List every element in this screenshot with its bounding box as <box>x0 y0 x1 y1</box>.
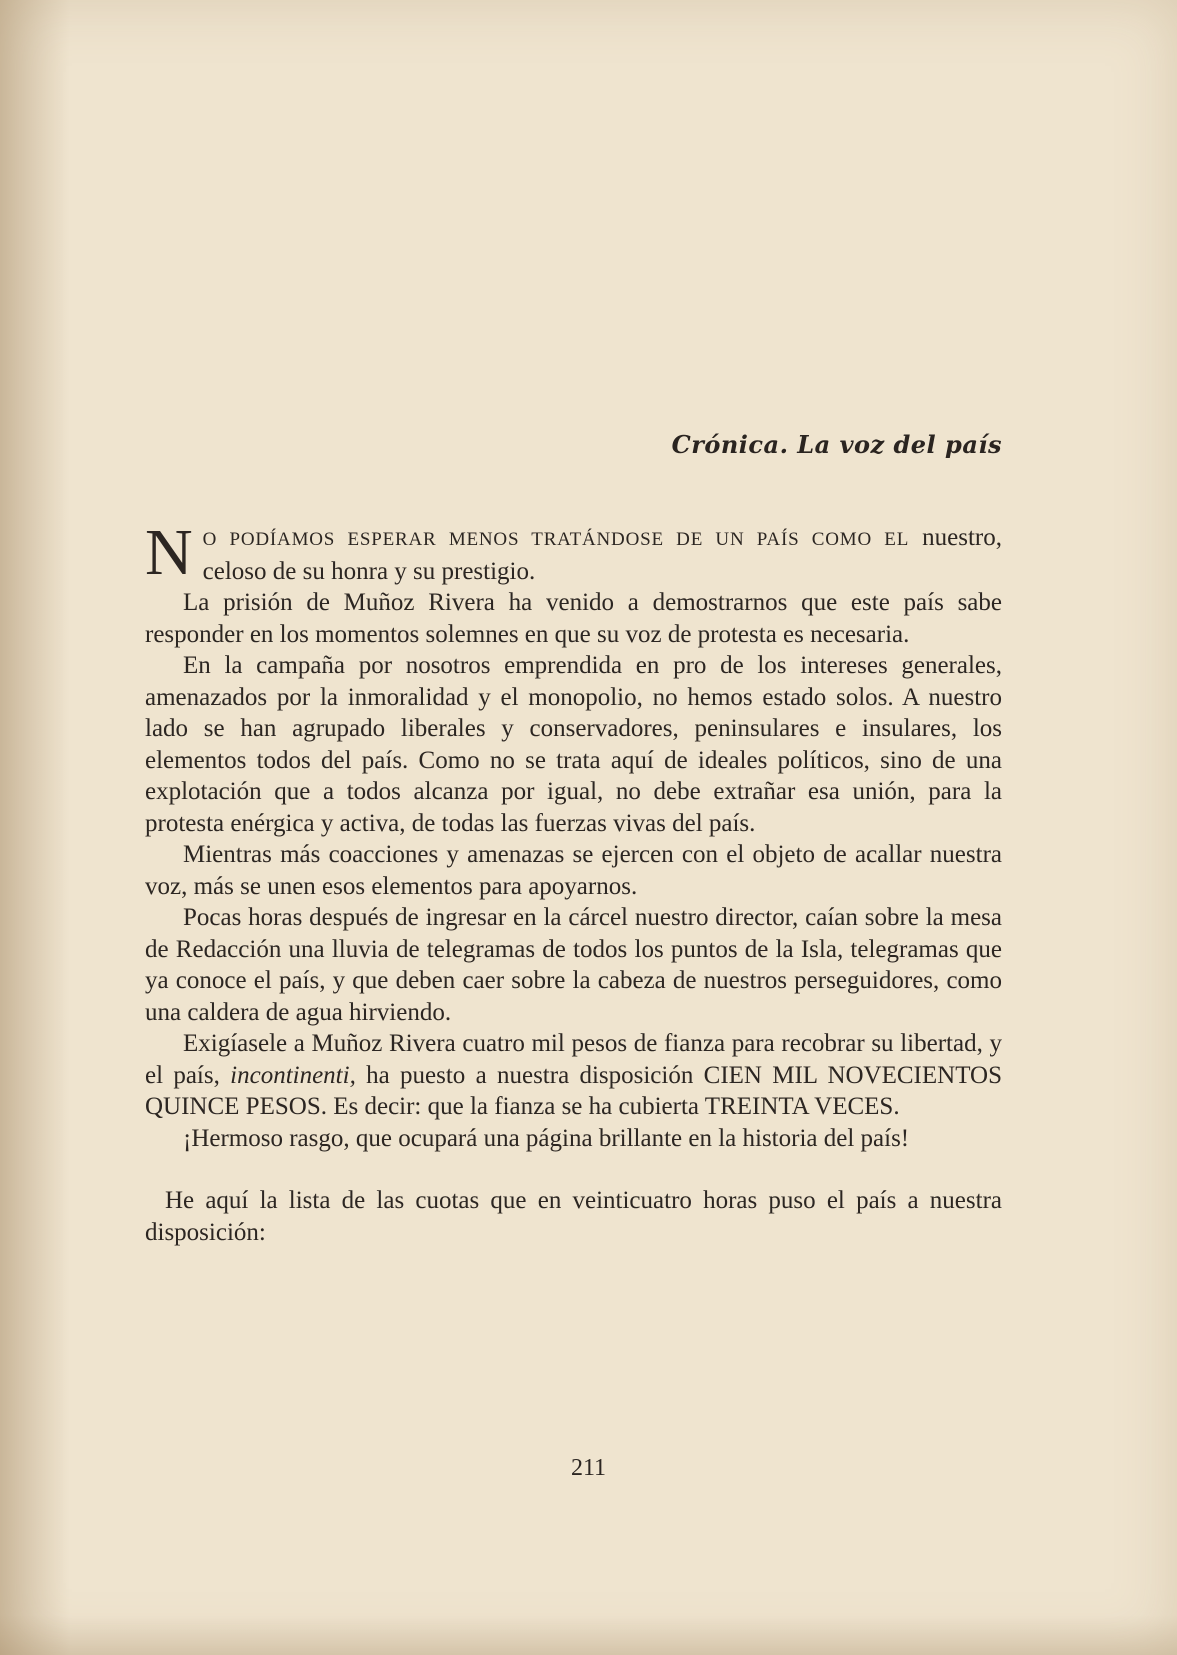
opening-rest: nuestro, celoso de su honra y su prestigio. <box>202 524 1002 585</box>
article-body <box>145 516 1002 1248</box>
article-title: Crónica. La voz del país <box>671 430 1002 459</box>
opening-smallcaps: O PODÍAMOS ESPERAR MENOS TRATÁNDOSE DE UN PAÍS COMO EL <box>202 529 910 550</box>
page-number: 211 <box>570 1455 607 1481</box>
page-bottom-shadow <box>0 1615 1177 1655</box>
paragraph: Mientras más coacciones y amenazas se ejercen con el objeto de acallar nuestra voz, más se unen esos elementos para apoyarnos. <box>145 841 1002 900</box>
opening-paragraph <box>145 516 1002 589</box>
page-edge-shadow <box>0 0 70 1655</box>
exclamation-paragraph: ¡Hermoso rasgo, que ocupará una página brillante en la historia del país! <box>183 1124 910 1152</box>
paragraph: Pocas horas después de ingresar en la cárcel nuestro director, caían sobre la mesa de Redacción una lluvia de telegramas de todos los puntos de la Isla, telegramas que ya conoce el país, y que deben caer sobre la cabeza de nuestros perseguidores, como una caldera de agua hirviendo. <box>145 904 1002 1026</box>
fianza-part2: ha puesto a nuestra disposición CIEN MIL NOVECIENTOS QUINCE PESOS. Es decir: que la fianza se ha cubierta TREINTA VECES. <box>145 1061 1002 1120</box>
closing-paragraph: He aquí la lista de las cuotas que en veinticuatro horas puso el país a nuestra disposición: <box>145 1187 1002 1246</box>
paragraph: La prisión de Muñoz Rivera ha venido a demostrarnos que este país sabe responder en los momentos solemnes en que su voz de protesta es necesaria. <box>145 589 1002 648</box>
fianza-part1: Exigíasele a Muñoz Rivera cuatro mil pesos de fianza para recobrar su libertad, y el país, <box>145 1030 1002 1089</box>
fianza-italic: incontinenti, <box>230 1061 356 1089</box>
paragraph: En la campaña por nosotros emprendida en pro de los intereses generales, amenazados por la inmoralidad y el monopolio, no hemos estado solos. A nuestro lado se han agrupado liberales y conservadores, peninsulares e insulares, los elementos todos del país. Como no se trata aquí de ideales políticos, sino de una explotación que a todos alcanza por igual, no debe extrañar esa unión, para la protesta enérgica y activa, de todas las fuerzas vivas del país. <box>145 652 1002 837</box>
drop-cap: N <box>145 516 193 589</box>
fianza-paragraph <box>145 1028 1002 1123</box>
